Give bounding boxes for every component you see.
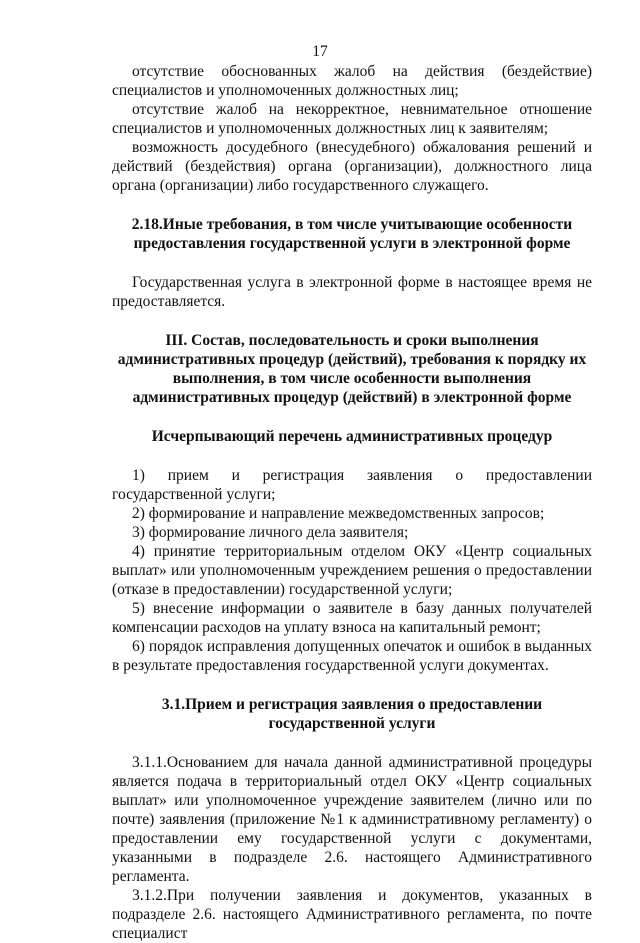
list-item-6: 6) порядок исправления допущенных опечаток и ошибок в выданных в результате предоставления государственной услуги документах. — [112, 638, 592, 674]
page-number: 17 — [312, 43, 328, 60]
heading-3-1: 3.1.Прием и регистрация заявления о предоставлении государственной услуги — [161, 696, 543, 732]
paragraph-pretrial-appeal: возможность досудебного (внесудебного) обжалования решений и действий (бездействия) органа (организации), должностного лица органа (организации) либо государственного служащего. — [112, 139, 592, 194]
paragraph-incorrect-attitude: отсутствие жалоб на некорректное, невнимательное отношение специалистов и уполномоченных должностных лиц к заявителям; — [112, 101, 592, 137]
page-content — [112, 62, 592, 943]
paragraph-complaints-absence: отсутствие обоснованных жалоб на действия (бездействие) специалистов и уполномоченных должностных лиц; — [112, 63, 592, 99]
list-item-1: 1) прием и регистрация заявления о предоставлении государственной услуги; — [112, 467, 592, 503]
paragraph-3-1-2: 3.1.2.При получении заявления и документов, указанных в подразделе 2.6. настоящего Административного регламента, по почте специалист — [112, 887, 592, 942]
paragraph-electronic-form: Государственная услуга в электронной форме в настоящее время не предоставляется. — [112, 274, 592, 310]
list-item-2: 2) формирование и направление межведомственных запросов; — [132, 505, 545, 522]
list-item-4: 4) принятие территориальным отделом ОКУ «Центр социальных выплат» или уполномоченным учреждением решения о предоставлении (отказе в предоставлении) государственной услуги; — [112, 543, 592, 598]
paragraph-3-1-1: 3.1.1.Основанием для начала данной административной процедуры является подача в территориальный отдел ОКУ «Центр социальных выплат» или уполномоченное учреждение заявителем (лично или по почте) заявления (приложение №1 к административному регламенту) о предоставлении ему государственной услуги с документами, указанными в подразделе 2.6. настоящего Административного регламента. — [112, 754, 592, 885]
heading-procedures-list: Исчерпывающий перечень административных процедур — [151, 428, 553, 445]
heading-section-3: III. Состав, последовательность и сроки выполнения административных процедур (действий), требования к порядку их выполнения, в том числе особенности выполнения административных процедур (действий) в электронной форме — [117, 332, 587, 406]
heading-2-18: 2.18.Иные требования, в том числе учитывающие особенности предоставления государственной услуги в электронной форме — [131, 216, 573, 252]
list-item-3: 3) формирование личного дела заявителя; — [132, 524, 409, 541]
list-item-5: 5) внесение информации о заявителе в базу данных получателей компенсации расходов на уплату взноса на капитальный ремонт; — [112, 600, 592, 636]
